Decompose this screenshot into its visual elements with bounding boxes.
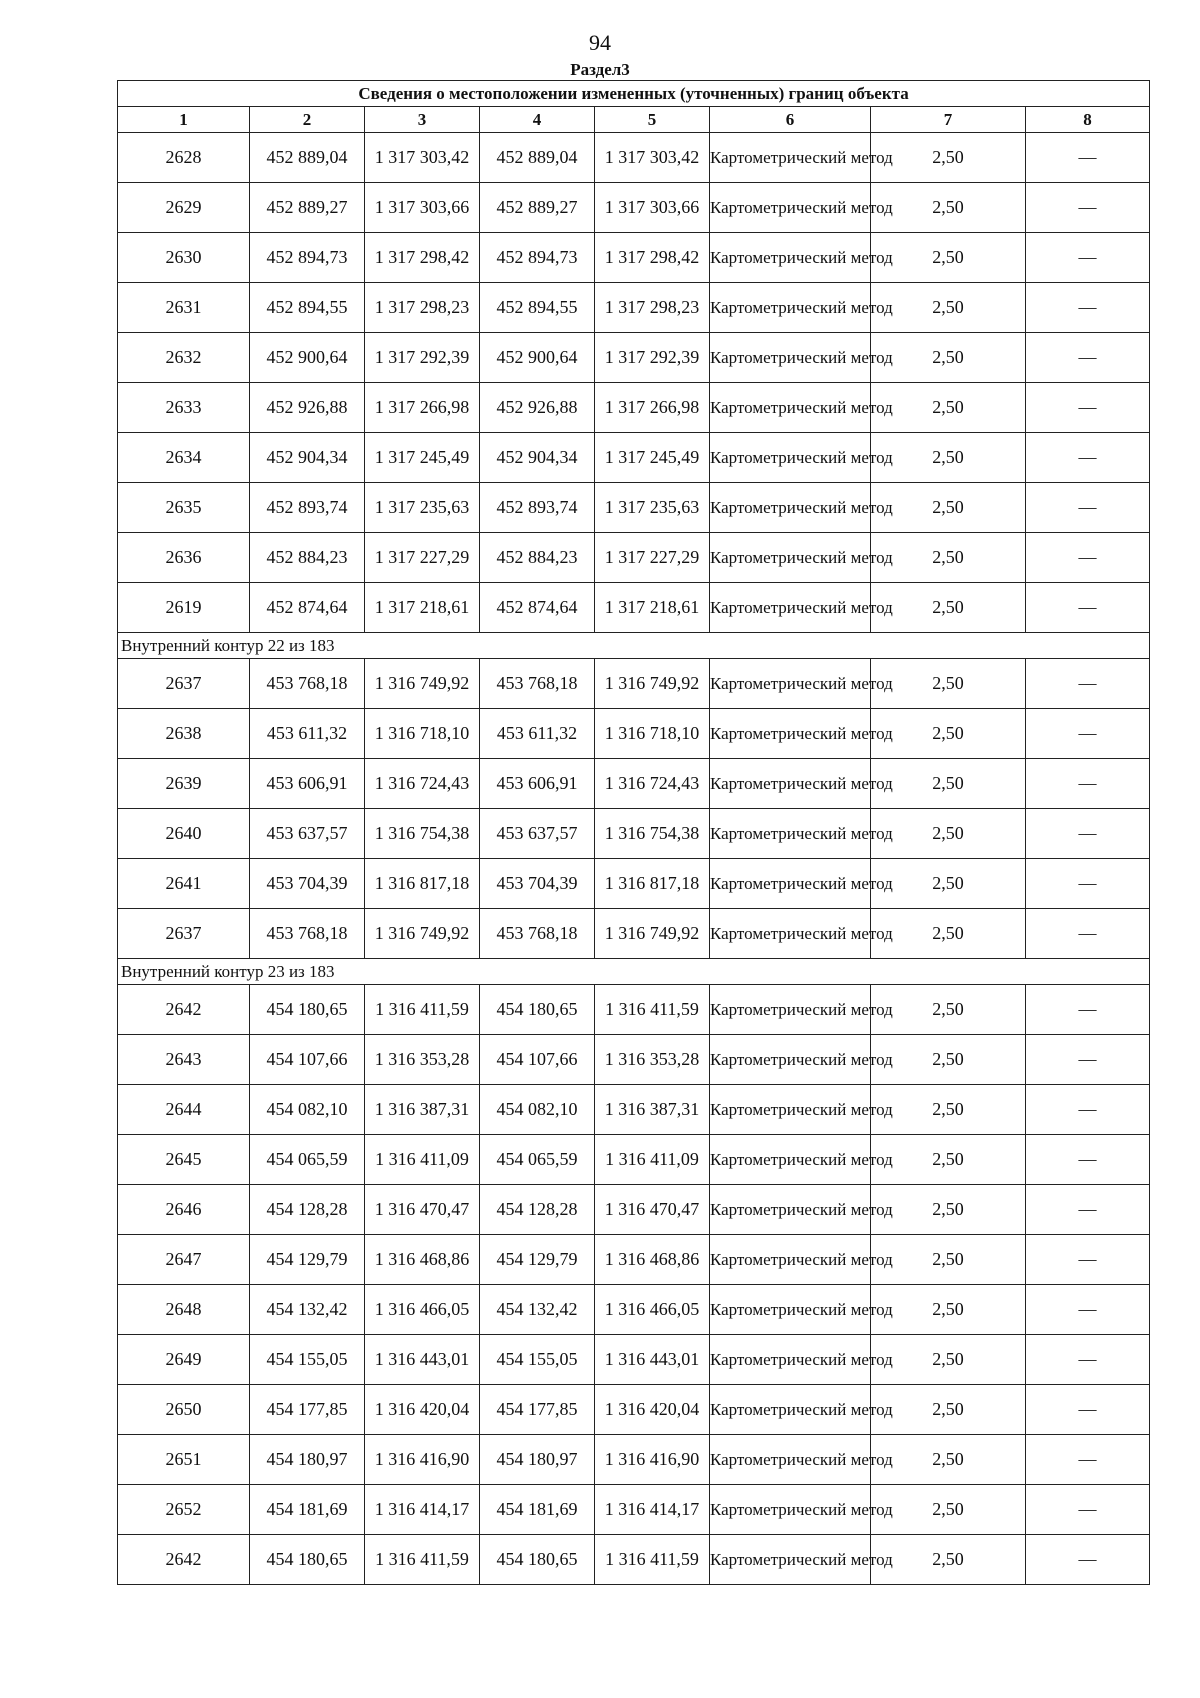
note-cell: — — [1026, 909, 1150, 959]
y-new-cell: 1 316 416,90 — [595, 1435, 710, 1485]
table-row — [118, 859, 1150, 909]
accuracy-cell: 2,50 — [871, 1085, 1026, 1135]
x-new-cell: 454 132,42 — [480, 1285, 595, 1335]
point-number-cell: 2631 — [118, 283, 250, 333]
column-header: 6 — [710, 107, 871, 133]
point-number-cell: 2644 — [118, 1085, 250, 1135]
method-cell: Картометрический метод — [710, 859, 871, 909]
x-new-cell: 452 889,27 — [480, 183, 595, 233]
y-new-cell: 1 317 218,61 — [595, 583, 710, 633]
x-old-cell: 454 155,05 — [250, 1335, 365, 1385]
x-old-cell: 453 637,57 — [250, 809, 365, 859]
note-cell: — — [1026, 1185, 1150, 1235]
note-cell: — — [1026, 533, 1150, 583]
y-old-cell: 1 316 411,59 — [365, 985, 480, 1035]
accuracy-cell: 2,50 — [871, 709, 1026, 759]
accuracy-cell: 2,50 — [871, 859, 1026, 909]
y-new-cell: 1 316 420,04 — [595, 1385, 710, 1435]
x-new-cell: 452 893,74 — [480, 483, 595, 533]
accuracy-cell: 2,50 — [871, 383, 1026, 433]
method-cell: Картометрический метод — [710, 709, 871, 759]
x-old-cell: 454 180,65 — [250, 1535, 365, 1585]
x-old-cell: 452 889,27 — [250, 183, 365, 233]
method-cell: Картометрический метод — [710, 659, 871, 709]
x-old-cell: 454 181,69 — [250, 1485, 365, 1535]
column-header: 8 — [1026, 107, 1150, 133]
point-number-cell: 2630 — [118, 233, 250, 283]
note-cell: — — [1026, 1235, 1150, 1285]
y-old-cell: 1 317 303,66 — [365, 183, 480, 233]
y-old-cell: 1 316 411,59 — [365, 1535, 480, 1585]
note-cell: — — [1026, 583, 1150, 633]
point-number-cell: 2632 — [118, 333, 250, 383]
method-cell: Картометрический метод — [710, 583, 871, 633]
table-row — [118, 233, 1150, 283]
y-old-cell: 1 317 235,63 — [365, 483, 480, 533]
y-old-cell: 1 316 817,18 — [365, 859, 480, 909]
y-old-cell: 1 317 298,23 — [365, 283, 480, 333]
table-row — [118, 533, 1150, 583]
y-old-cell: 1 317 303,42 — [365, 133, 480, 183]
method-cell: Картометрический метод — [710, 183, 871, 233]
y-new-cell: 1 317 235,63 — [595, 483, 710, 533]
table-row — [118, 1435, 1150, 1485]
method-cell: Картометрический метод — [710, 1535, 871, 1585]
y-new-cell: 1 317 303,42 — [595, 133, 710, 183]
table-row — [118, 1235, 1150, 1285]
method-cell: Картометрический метод — [710, 1335, 871, 1385]
table-row — [118, 709, 1150, 759]
note-cell: — — [1026, 709, 1150, 759]
method-cell: Картометрический метод — [710, 1235, 871, 1285]
table-row — [118, 1385, 1150, 1435]
accuracy-cell: 2,50 — [871, 1235, 1026, 1285]
table-row — [118, 1535, 1150, 1585]
x-old-cell: 452 926,88 — [250, 383, 365, 433]
x-old-cell: 452 904,34 — [250, 433, 365, 483]
accuracy-cell: 2,50 — [871, 1035, 1026, 1085]
x-old-cell: 454 132,42 — [250, 1285, 365, 1335]
point-number-cell: 2641 — [118, 859, 250, 909]
y-new-cell: 1 316 411,59 — [595, 1535, 710, 1585]
table-row — [118, 133, 1150, 183]
y-old-cell: 1 316 353,28 — [365, 1035, 480, 1085]
y-old-cell: 1 317 266,98 — [365, 383, 480, 433]
y-new-cell: 1 316 718,10 — [595, 709, 710, 759]
x-new-cell: 453 768,18 — [480, 659, 595, 709]
page-number: 94 — [589, 30, 611, 55]
table-row — [118, 809, 1150, 859]
point-number-cell: 2651 — [118, 1435, 250, 1485]
method-cell: Картометрический метод — [710, 1485, 871, 1535]
note-cell: — — [1026, 809, 1150, 859]
y-new-cell: 1 317 245,49 — [595, 433, 710, 483]
contour-label-row — [118, 959, 1150, 985]
note-cell: — — [1026, 333, 1150, 383]
table-row — [118, 1085, 1150, 1135]
table-caption: Сведения о местоположении измененных (уточненных) границ объекта — [118, 81, 1150, 107]
table-row — [118, 183, 1150, 233]
note-cell: — — [1026, 659, 1150, 709]
method-cell: Картометрический метод — [710, 1035, 871, 1085]
method-cell: Картометрический метод — [710, 909, 871, 959]
method-cell: Картометрический метод — [710, 1135, 871, 1185]
accuracy-cell: 2,50 — [871, 1185, 1026, 1235]
point-number-cell: 2646 — [118, 1185, 250, 1235]
column-header: 3 — [365, 107, 480, 133]
method-cell: Картометрический метод — [710, 483, 871, 533]
accuracy-cell: 2,50 — [871, 483, 1026, 533]
y-new-cell: 1 316 353,28 — [595, 1035, 710, 1085]
y-old-cell: 1 316 749,92 — [365, 659, 480, 709]
y-old-cell: 1 316 718,10 — [365, 709, 480, 759]
point-number-cell: 2642 — [118, 985, 250, 1035]
table-row — [118, 1485, 1150, 1535]
y-old-cell: 1 316 470,47 — [365, 1185, 480, 1235]
accuracy-cell: 2,50 — [871, 1435, 1026, 1485]
x-old-cell: 452 884,23 — [250, 533, 365, 583]
y-new-cell: 1 316 817,18 — [595, 859, 710, 909]
x-new-cell: 454 177,85 — [480, 1385, 595, 1435]
accuracy-cell: 2,50 — [871, 183, 1026, 233]
y-new-cell: 1 316 414,17 — [595, 1485, 710, 1535]
point-number-cell: 2649 — [118, 1335, 250, 1385]
x-new-cell: 452 889,04 — [480, 133, 595, 183]
point-number-cell: 2636 — [118, 533, 250, 583]
note-cell: — — [1026, 1535, 1150, 1585]
y-new-cell: 1 317 292,39 — [595, 333, 710, 383]
coordinates-table — [117, 80, 1150, 1585]
point-number-cell: 2645 — [118, 1135, 250, 1185]
column-header: 2 — [250, 107, 365, 133]
accuracy-cell: 2,50 — [871, 1385, 1026, 1435]
y-old-cell: 1 316 420,04 — [365, 1385, 480, 1435]
note-cell: — — [1026, 133, 1150, 183]
method-cell: Картометрический метод — [710, 533, 871, 583]
x-old-cell: 454 128,28 — [250, 1185, 365, 1235]
x-old-cell: 453 606,91 — [250, 759, 365, 809]
point-number-cell: 2637 — [118, 909, 250, 959]
table-row — [118, 659, 1150, 709]
table-row — [118, 333, 1150, 383]
point-number-cell: 2633 — [118, 383, 250, 433]
y-old-cell: 1 317 227,29 — [365, 533, 480, 583]
x-new-cell: 452 874,64 — [480, 583, 595, 633]
y-old-cell: 1 317 218,61 — [365, 583, 480, 633]
y-old-cell: 1 317 298,42 — [365, 233, 480, 283]
x-new-cell: 454 129,79 — [480, 1235, 595, 1285]
contour-label: Внутренний контур 23 из 183 — [118, 959, 1150, 985]
y-old-cell: 1 316 754,38 — [365, 809, 480, 859]
y-new-cell: 1 316 749,92 — [595, 659, 710, 709]
y-old-cell: 1 316 468,86 — [365, 1235, 480, 1285]
x-new-cell: 454 180,97 — [480, 1435, 595, 1485]
x-old-cell: 454 177,85 — [250, 1385, 365, 1435]
x-old-cell: 454 107,66 — [250, 1035, 365, 1085]
x-new-cell: 454 181,69 — [480, 1485, 595, 1535]
accuracy-cell: 2,50 — [871, 1535, 1026, 1585]
y-old-cell: 1 317 292,39 — [365, 333, 480, 383]
y-old-cell: 1 316 443,01 — [365, 1335, 480, 1385]
x-old-cell: 454 082,10 — [250, 1085, 365, 1135]
point-number-cell: 2635 — [118, 483, 250, 533]
table-row — [118, 1285, 1150, 1335]
x-old-cell: 452 894,55 — [250, 283, 365, 333]
note-cell: — — [1026, 1035, 1150, 1085]
x-old-cell: 452 893,74 — [250, 483, 365, 533]
method-cell: Картометрический метод — [710, 1085, 871, 1135]
y-old-cell: 1 316 749,92 — [365, 909, 480, 959]
y-new-cell: 1 317 298,42 — [595, 233, 710, 283]
method-cell: Картометрический метод — [710, 1385, 871, 1435]
accuracy-cell: 2,50 — [871, 1335, 1026, 1385]
note-cell: — — [1026, 859, 1150, 909]
method-cell: Картометрический метод — [710, 985, 871, 1035]
column-header: 5 — [595, 107, 710, 133]
y-new-cell: 1 316 749,92 — [595, 909, 710, 959]
x-new-cell: 452 894,73 — [480, 233, 595, 283]
x-old-cell: 454 180,65 — [250, 985, 365, 1035]
accuracy-cell: 2,50 — [871, 1135, 1026, 1185]
accuracy-cell: 2,50 — [871, 1485, 1026, 1535]
note-cell: — — [1026, 383, 1150, 433]
table-row — [118, 909, 1150, 959]
method-cell: Картометрический метод — [710, 1285, 871, 1335]
x-old-cell: 453 768,18 — [250, 909, 365, 959]
method-cell: Картометрический метод — [710, 233, 871, 283]
point-number-cell: 2639 — [118, 759, 250, 809]
table-row — [118, 1035, 1150, 1085]
note-cell: — — [1026, 759, 1150, 809]
y-old-cell: 1 317 245,49 — [365, 433, 480, 483]
point-number-cell: 2650 — [118, 1385, 250, 1435]
y-new-cell: 1 317 303,66 — [595, 183, 710, 233]
method-cell: Картометрический метод — [710, 759, 871, 809]
column-header: 1 — [118, 107, 250, 133]
accuracy-cell: 2,50 — [871, 759, 1026, 809]
point-number-cell: 2628 — [118, 133, 250, 183]
column-header: 7 — [871, 107, 1026, 133]
note-cell: — — [1026, 233, 1150, 283]
accuracy-cell: 2,50 — [871, 283, 1026, 333]
section-title: Раздел3 — [570, 60, 630, 79]
x-new-cell: 452 894,55 — [480, 283, 595, 333]
y-new-cell: 1 316 411,09 — [595, 1135, 710, 1185]
x-old-cell: 452 889,04 — [250, 133, 365, 183]
x-new-cell: 452 884,23 — [480, 533, 595, 583]
accuracy-cell: 2,50 — [871, 1285, 1026, 1335]
point-number-cell: 2637 — [118, 659, 250, 709]
accuracy-cell: 2,50 — [871, 583, 1026, 633]
note-cell: — — [1026, 1335, 1150, 1385]
point-number-cell: 2648 — [118, 1285, 250, 1335]
x-new-cell: 454 180,65 — [480, 1535, 595, 1585]
note-cell: — — [1026, 1435, 1150, 1485]
x-new-cell: 453 704,39 — [480, 859, 595, 909]
x-new-cell: 452 900,64 — [480, 333, 595, 383]
x-old-cell: 452 900,64 — [250, 333, 365, 383]
x-new-cell: 454 082,10 — [480, 1085, 595, 1135]
x-old-cell: 452 874,64 — [250, 583, 365, 633]
x-new-cell: 453 637,57 — [480, 809, 595, 859]
x-new-cell: 454 065,59 — [480, 1135, 595, 1185]
y-old-cell: 1 316 416,90 — [365, 1435, 480, 1485]
x-new-cell: 454 107,66 — [480, 1035, 595, 1085]
point-number-cell: 2638 — [118, 709, 250, 759]
x-old-cell: 454 180,97 — [250, 1435, 365, 1485]
point-number-cell: 2642 — [118, 1535, 250, 1585]
point-number-cell: 2619 — [118, 583, 250, 633]
x-new-cell: 453 606,91 — [480, 759, 595, 809]
table-row — [118, 283, 1150, 333]
table-row — [118, 1135, 1150, 1185]
point-number-cell: 2652 — [118, 1485, 250, 1535]
y-new-cell: 1 317 298,23 — [595, 283, 710, 333]
y-new-cell: 1 316 724,43 — [595, 759, 710, 809]
accuracy-cell: 2,50 — [871, 909, 1026, 959]
x-new-cell: 452 926,88 — [480, 383, 595, 433]
y-new-cell: 1 317 266,98 — [595, 383, 710, 433]
y-new-cell: 1 316 466,05 — [595, 1285, 710, 1335]
x-old-cell: 453 611,32 — [250, 709, 365, 759]
y-old-cell: 1 316 466,05 — [365, 1285, 480, 1335]
point-number-cell: 2647 — [118, 1235, 250, 1285]
note-cell: — — [1026, 433, 1150, 483]
table-row — [118, 433, 1150, 483]
note-cell: — — [1026, 985, 1150, 1035]
method-cell: Картометрический метод — [710, 433, 871, 483]
note-cell: — — [1026, 1135, 1150, 1185]
x-old-cell: 454 065,59 — [250, 1135, 365, 1185]
table-row — [118, 383, 1150, 433]
note-cell: — — [1026, 1085, 1150, 1135]
y-new-cell: 1 316 470,47 — [595, 1185, 710, 1235]
table-row — [118, 483, 1150, 533]
point-number-cell: 2634 — [118, 433, 250, 483]
method-cell: Картометрический метод — [710, 1435, 871, 1485]
y-new-cell: 1 316 468,86 — [595, 1235, 710, 1285]
contour-label-row — [118, 633, 1150, 659]
y-new-cell: 1 316 754,38 — [595, 809, 710, 859]
contour-label: Внутренний контур 22 из 183 — [118, 633, 1150, 659]
method-cell: Картометрический метод — [710, 1185, 871, 1235]
y-new-cell: 1 316 411,59 — [595, 985, 710, 1035]
note-cell: — — [1026, 1285, 1150, 1335]
y-old-cell: 1 316 411,09 — [365, 1135, 480, 1185]
accuracy-cell: 2,50 — [871, 659, 1026, 709]
accuracy-cell: 2,50 — [871, 233, 1026, 283]
point-number-cell: 2629 — [118, 183, 250, 233]
x-new-cell: 452 904,34 — [480, 433, 595, 483]
accuracy-cell: 2,50 — [871, 433, 1026, 483]
note-cell: — — [1026, 483, 1150, 533]
y-old-cell: 1 316 414,17 — [365, 1485, 480, 1535]
x-old-cell: 453 704,39 — [250, 859, 365, 909]
note-cell: — — [1026, 1385, 1150, 1435]
table-row — [118, 1335, 1150, 1385]
table-caption-row — [118, 81, 1150, 107]
table-body — [118, 133, 1150, 1585]
method-cell: Картометрический метод — [710, 333, 871, 383]
table-row — [118, 1185, 1150, 1235]
note-cell: — — [1026, 183, 1150, 233]
method-cell: Картометрический метод — [710, 383, 871, 433]
x-old-cell: 453 768,18 — [250, 659, 365, 709]
y-new-cell: 1 317 227,29 — [595, 533, 710, 583]
y-new-cell: 1 316 443,01 — [595, 1335, 710, 1385]
x-old-cell: 454 129,79 — [250, 1235, 365, 1285]
x-new-cell: 454 155,05 — [480, 1335, 595, 1385]
accuracy-cell: 2,50 — [871, 809, 1026, 859]
x-new-cell: 454 128,28 — [480, 1185, 595, 1235]
table-row — [118, 759, 1150, 809]
column-header-row — [118, 107, 1150, 133]
x-new-cell: 453 768,18 — [480, 909, 595, 959]
accuracy-cell: 2,50 — [871, 985, 1026, 1035]
accuracy-cell: 2,50 — [871, 533, 1026, 583]
table-row — [118, 985, 1150, 1035]
accuracy-cell: 2,50 — [871, 133, 1026, 183]
method-cell: Картометрический метод — [710, 133, 871, 183]
x-new-cell: 454 180,65 — [480, 985, 595, 1035]
x-old-cell: 452 894,73 — [250, 233, 365, 283]
note-cell: — — [1026, 1485, 1150, 1535]
method-cell: Картометрический метод — [710, 809, 871, 859]
note-cell: — — [1026, 283, 1150, 333]
x-new-cell: 453 611,32 — [480, 709, 595, 759]
point-number-cell: 2640 — [118, 809, 250, 859]
accuracy-cell: 2,50 — [871, 333, 1026, 383]
y-old-cell: 1 316 387,31 — [365, 1085, 480, 1135]
y-new-cell: 1 316 387,31 — [595, 1085, 710, 1135]
method-cell: Картометрический метод — [710, 283, 871, 333]
column-header: 4 — [480, 107, 595, 133]
point-number-cell: 2643 — [118, 1035, 250, 1085]
table-row — [118, 583, 1150, 633]
y-old-cell: 1 316 724,43 — [365, 759, 480, 809]
